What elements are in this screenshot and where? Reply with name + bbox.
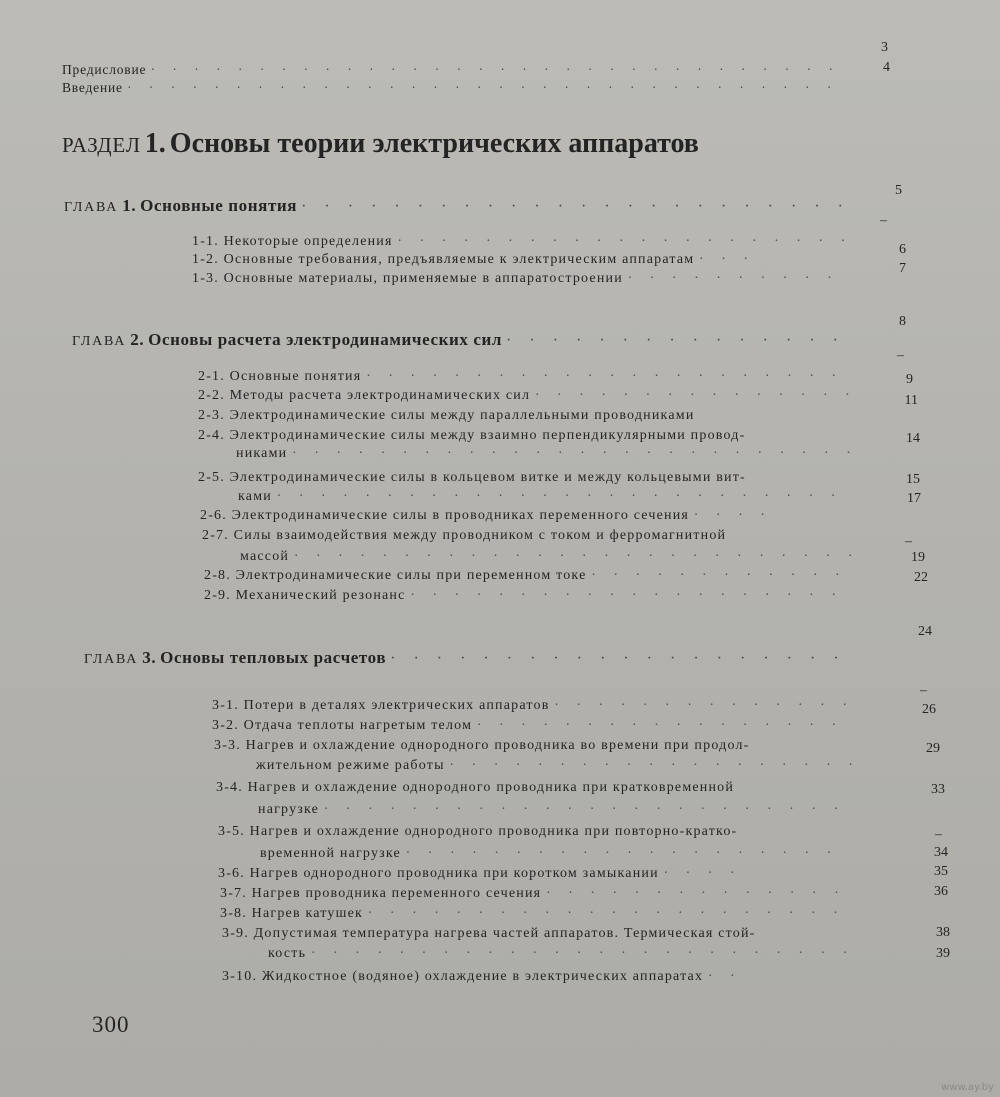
page-ref: 35 <box>934 864 948 879</box>
chapter-heading-2[interactable] <box>72 330 845 350</box>
toc-item-2-7[interactable] <box>202 528 726 544</box>
leader-dots: · · · · · · · · · · · · · · · · · · · · · · <box>367 906 845 921</box>
leader-dots: · · · · · · · · · · <box>627 271 839 286</box>
leader-dots: · · · · · · · · · · · · · · · · · · · · <box>405 846 839 861</box>
leader-dots: · · · · · · · · · · · · <box>591 568 847 583</box>
item-number: 1-1. <box>192 234 219 249</box>
item-title: Нагрев и охлаждение однородного проводника при кратковременной <box>247 780 735 795</box>
leader-dots: · · · · · · · · · · · · · · · · · · · · · · · · <box>301 198 850 215</box>
toc-item-3-1[interactable] <box>212 698 854 714</box>
page-number: 300 <box>92 1012 130 1037</box>
item-title: Основные понятия <box>229 369 362 384</box>
dash-mark: – <box>905 534 912 549</box>
item-number: 3-1. <box>212 698 239 713</box>
item-number: 2-2. <box>198 388 225 403</box>
item-title-continuation: никами <box>236 446 288 461</box>
page-ref: 5 <box>895 183 902 198</box>
leader-dots: · · · · · · · · · · · · · · · · · · · · · · · · · · <box>292 446 858 461</box>
item-number: 3-2. <box>212 718 239 733</box>
item-title: Силы взаимодействия между проводником с током и ферромагнитной <box>233 528 727 543</box>
item-number: 3-10. <box>222 969 258 984</box>
toc-item-2-6[interactable] <box>200 508 772 524</box>
chapter-title: Основы тепловых расчетов <box>160 648 387 667</box>
chapter-number: 3. <box>142 648 157 667</box>
chapter-number: 2. <box>130 330 145 349</box>
toc-item-3-7[interactable] <box>220 886 846 902</box>
item-number: 3-7. <box>220 886 247 901</box>
toc-item-3-4[interactable] <box>216 780 734 796</box>
chapter-keyword: ГЛАВА <box>84 652 139 667</box>
toc-item-3-5[interactable] <box>218 824 737 840</box>
item-title: Механический резонанс <box>235 588 406 603</box>
section-title: Основы теории электрических аппаратов <box>169 128 699 159</box>
item-title-continuation: жительном режиме работы <box>256 758 445 773</box>
chapter-keyword: ГЛАВА <box>64 200 119 215</box>
leader-dots: · · · · · · · · · · · · · · <box>554 698 854 713</box>
item-title: Отдача теплоты нагретым телом <box>243 718 473 733</box>
toc-item-3-10[interactable] <box>222 969 742 985</box>
leader-dots: · · · · <box>693 508 772 523</box>
page-ref: 11 <box>904 393 918 408</box>
toc-item-3-6[interactable] <box>218 866 742 882</box>
leader-dots: · · · · · · · · · · · · · · · · · · · · · · · · · · <box>293 549 860 564</box>
item-title-continuation: нагрузке <box>258 802 320 817</box>
leader-dots: · · · · · · · · · · · · · · <box>545 886 846 901</box>
entry-title: Предисловие <box>62 62 147 77</box>
toc-entry-introduction[interactable] <box>62 80 838 96</box>
page-ref: 8 <box>899 314 906 329</box>
toc-item-3-9-cont[interactable] <box>268 946 854 962</box>
page-ref: 33 <box>931 782 945 797</box>
item-number: 3-6. <box>218 866 245 881</box>
item-number: 2-6. <box>200 508 227 523</box>
item-number: 2-5. <box>198 470 225 485</box>
leader-dots: · · · · · · · · · · · · · · · · · · · · <box>390 650 846 667</box>
toc-item-3-9[interactable] <box>222 926 756 942</box>
item-number: 2-3. <box>198 408 225 423</box>
leader-dots: · · · · · · · · · · · · · · · · · <box>476 718 844 733</box>
chapter-title: Основные понятия <box>140 196 298 215</box>
leader-dots: · · · · · · · · · · · · · · · · · · · · · · · · · · · · · · · · · <box>127 80 839 95</box>
item-number: 1-2. <box>192 252 219 267</box>
page-ref: 36 <box>934 884 948 899</box>
item-title: Электродинамические силы в кольцевом витке и между кольцевыми вит- <box>229 470 746 485</box>
toc-item-1-3[interactable] <box>192 271 839 287</box>
item-number: 3-8. <box>220 906 247 921</box>
item-number: 3-4. <box>216 780 243 795</box>
section-number: 1. <box>144 128 166 159</box>
item-title: Нагрев и охлаждение однородного проводника во времени при продол- <box>245 738 750 753</box>
toc-item-3-8[interactable] <box>220 906 845 922</box>
chapter-heading-1[interactable] <box>64 196 850 216</box>
toc-item-2-5[interactable] <box>198 470 746 486</box>
page-ref: 3 <box>881 40 888 55</box>
toc-item-2-5-cont[interactable] <box>238 489 842 505</box>
toc-item-3-3[interactable] <box>214 738 750 754</box>
toc-item-1-1[interactable] <box>192 234 852 250</box>
toc-item-2-4-cont[interactable] <box>236 446 858 462</box>
toc-item-1-2[interactable] <box>192 252 755 268</box>
entry-title: Введение <box>62 80 123 95</box>
leader-dots: · · · · · · · · · · · · · · · · · · · · <box>410 588 843 603</box>
page-ref: 15 <box>906 472 920 487</box>
toc-item-2-3[interactable] <box>198 408 695 424</box>
toc-item-2-1[interactable] <box>198 369 843 385</box>
item-title: Электродинамические силы в проводниках переменного сечения <box>231 508 690 523</box>
watermark: www.ay.by <box>941 1082 994 1093</box>
item-title-continuation: ками <box>238 489 272 504</box>
page-ref: 24 <box>918 624 932 639</box>
toc-item-2-9[interactable] <box>204 588 843 604</box>
item-title: Методы расчета электродинамических сил <box>229 388 531 403</box>
item-title: Допустимая температура нагрева частей аппаратов. Термическая стой- <box>253 926 756 941</box>
item-number: 2-9. <box>204 588 231 603</box>
dash-mark: – <box>897 348 904 363</box>
item-title-continuation: временной нагрузке <box>260 846 401 861</box>
page-ref: 19 <box>911 550 925 565</box>
chapter-title: Основы расчета электродинамических сил <box>148 330 503 349</box>
dash-mark: – <box>920 683 927 698</box>
chapter-heading-3[interactable] <box>84 648 846 668</box>
item-title: Нагрев однородного проводника при коротком замыкании <box>249 866 659 881</box>
dash-mark: – <box>880 213 887 228</box>
section-keyword: РАЗДЕЛ <box>62 133 141 157</box>
toc-item-2-2[interactable] <box>198 388 857 404</box>
section-heading[interactable] <box>62 128 699 160</box>
leader-dots: · · · · · · · · · · · · · · · · · · · <box>449 758 860 773</box>
toc-item-3-2[interactable] <box>212 718 843 734</box>
page-ref: 39 <box>936 946 950 961</box>
page-ref: 6 <box>899 242 906 257</box>
page-ref: 26 <box>922 702 936 717</box>
leader-dots: · · · · · · · · · · · · · · · · · · · · · · · · <box>323 802 846 817</box>
item-title: Нагрев проводника переменного сечения <box>251 886 542 901</box>
toc-item-3-4-cont[interactable] <box>258 802 845 818</box>
page-ref: 34 <box>934 845 948 860</box>
item-title: Нагрев катушек <box>251 906 364 921</box>
page-ref: 4 <box>883 60 890 75</box>
item-number: 1-3. <box>192 271 219 286</box>
page-ref: 38 <box>936 925 950 940</box>
item-number: 2-4. <box>198 428 225 443</box>
item-title: Основные требования, предъявляемые к электрическим аппаратам <box>223 252 695 267</box>
chapter-number: 1. <box>122 196 137 215</box>
leader-dots: · · · · · · · · · · · · · · · · · · · · · · · · · · <box>276 489 843 504</box>
leader-dots: · · · · · · · · · · · · · · · · · · · · · · · · · · · · · · · · <box>150 62 840 77</box>
leader-dots: · · · · · · · · · · · · · · · · · · · · · · <box>366 369 844 384</box>
item-title: Электродинамические силы при переменном токе <box>235 568 587 583</box>
page-ref: 17 <box>907 491 921 506</box>
chapter-keyword: ГЛАВА <box>72 334 127 349</box>
dash-mark: – <box>935 827 942 842</box>
page-ref: 9 <box>906 372 913 387</box>
item-title: Жидкостное (водяное) охлаждение в электрических аппаратах <box>261 969 704 984</box>
item-title: Электродинамические силы между параллельными проводниками <box>229 408 695 423</box>
toc-entry-preface[interactable] <box>62 62 840 78</box>
page-ref: 29 <box>926 741 940 756</box>
item-title: Основные материалы, применяемые в аппаратостроении <box>223 271 623 286</box>
toc-item-3-3-cont[interactable] <box>256 758 860 774</box>
leader-dots: · · · · · · · · · · · · · · · <box>534 388 857 403</box>
item-number: 2-1. <box>198 369 225 384</box>
leader-dots: · · · · · · · · · · · · · · · <box>506 332 845 349</box>
leader-dots: · · · · · · · · · · · · · · · · · · · · · · · · · <box>310 946 855 961</box>
item-title: Электродинамические силы между взаимно перпендикулярными провод- <box>229 428 746 443</box>
toc-item-2-7-cont[interactable] <box>240 549 860 565</box>
item-title: Некоторые определения <box>223 234 393 249</box>
toc-item-2-4[interactable] <box>198 428 745 444</box>
item-number: 2-8. <box>204 568 231 583</box>
item-number: 3-9. <box>222 926 249 941</box>
leader-dots: · · · <box>699 252 756 267</box>
item-title: Потери в деталях электрических аппаратов <box>243 698 550 713</box>
page-ref: 22 <box>914 570 928 585</box>
item-number: 2-7. <box>202 528 229 543</box>
leader-dots: · · · · · · · · · · · · · · · · · · · · · <box>397 234 853 249</box>
item-number: 3-3. <box>214 738 241 753</box>
toc-item-3-5-cont[interactable] <box>260 846 838 862</box>
item-title-continuation: кость <box>268 946 307 961</box>
toc-item-2-8[interactable] <box>204 568 847 584</box>
item-title: Нагрев и охлаждение однородного проводника при повторно-кратко- <box>249 824 738 839</box>
page-ref: 7 <box>899 261 906 276</box>
leader-dots: · · <box>707 969 742 984</box>
item-number: 3-5. <box>218 824 245 839</box>
item-title-continuation: массой <box>240 549 290 564</box>
page-ref: 14 <box>906 431 920 446</box>
leader-dots: · · · · <box>663 866 742 881</box>
